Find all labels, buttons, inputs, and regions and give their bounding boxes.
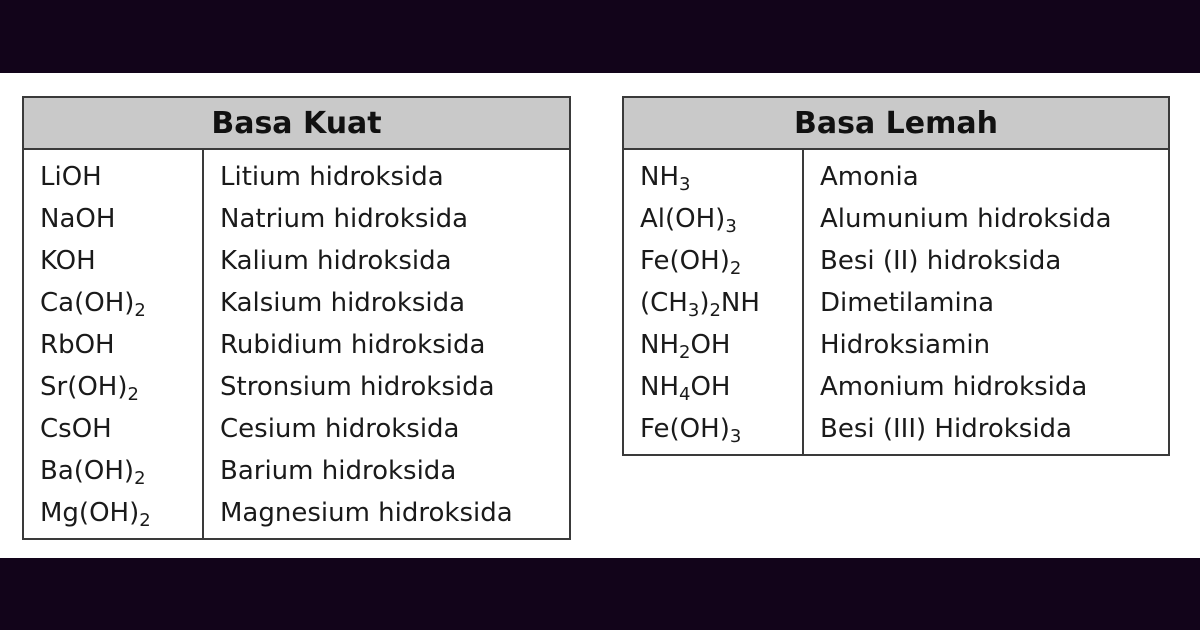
table-row	[24, 240, 569, 282]
formula-text: Fe(OH)	[640, 246, 730, 276]
formula-cell	[24, 204, 202, 234]
table-row	[624, 156, 1168, 198]
formula-text: KOH	[40, 246, 96, 276]
formula-text: OH	[690, 330, 731, 360]
strong-bases-table	[22, 96, 571, 540]
formula-text: NH	[640, 162, 679, 192]
strong-bases-body	[24, 150, 569, 538]
formula-subscript: 3	[679, 174, 691, 195]
formula-text: Ca(OH)	[40, 288, 135, 318]
formula-text: Al(OH)	[640, 204, 726, 234]
name-cell: Magnesium hidroksida	[220, 498, 513, 528]
table-row	[24, 156, 569, 198]
formula-cell	[624, 330, 802, 363]
formula-cell	[624, 246, 802, 279]
name-cell: Natrium hidroksida	[220, 204, 469, 234]
formula-text: NH	[720, 288, 760, 318]
formula-cell	[24, 330, 202, 360]
formula-cell	[24, 288, 202, 321]
table-row	[24, 450, 569, 492]
table-row	[624, 408, 1168, 450]
name-cell: Kalsium hidroksida	[220, 288, 466, 318]
formula-subscript: 3	[729, 426, 742, 447]
table-row	[624, 282, 1168, 324]
formula-cell	[624, 162, 802, 195]
name-cell: Amonium hidroksida	[820, 372, 1088, 402]
formula-text: RbOH	[40, 330, 115, 360]
table-row	[624, 198, 1168, 240]
table-row	[24, 366, 569, 408]
strong-bases-title: Basa Kuat	[24, 98, 569, 150]
formula-subscript: 2	[127, 384, 139, 405]
formula-cell	[624, 372, 802, 405]
name-cell: Barium hidroksida	[220, 456, 457, 486]
weak-bases-body	[624, 150, 1168, 454]
formula-cell	[24, 456, 202, 489]
formula-cell	[24, 414, 202, 444]
formula-cell	[24, 246, 202, 276]
content-panel	[0, 73, 1200, 558]
formula-subscript: 2	[679, 342, 691, 363]
name-cell: Stronsium hidroksida	[220, 372, 495, 402]
formula-subscript: 3	[725, 216, 737, 237]
formula-subscript: 2	[134, 300, 146, 321]
name-cell: Hidroksiamin	[820, 330, 991, 360]
formula-cell	[624, 414, 802, 447]
formula-text: Mg(OH)	[40, 498, 140, 528]
table-row	[24, 408, 569, 450]
name-cell: Alumunium hidroksida	[820, 204, 1112, 234]
table-row	[24, 198, 569, 240]
formula-cell	[24, 372, 202, 405]
formula-text: )	[699, 288, 710, 318]
name-cell: Besi (III) Hidroksida	[820, 414, 1072, 444]
formula-text: CsOH	[40, 414, 112, 444]
name-cell: Litium hidroksida	[220, 162, 444, 192]
name-cell: Besi (II) hidroksida	[820, 246, 1062, 276]
name-cell: Amonia	[820, 162, 919, 192]
formula-subscript: 2	[709, 300, 721, 321]
formula-text: (CH	[640, 288, 688, 318]
name-cell: Dimetilamina	[820, 288, 995, 318]
table-row	[24, 282, 569, 324]
formula-cell	[624, 288, 802, 321]
formula-cell	[624, 204, 802, 237]
formula-subscript: 4	[679, 384, 691, 405]
table-row	[624, 240, 1168, 282]
formula-cell	[24, 162, 202, 192]
table-row	[624, 366, 1168, 408]
formula-cell	[24, 498, 202, 531]
weak-bases-title: Basa Lemah	[624, 98, 1168, 150]
formula-text: LiOH	[40, 162, 102, 192]
formula-subscript: 2	[729, 258, 742, 279]
weak-bases-table	[622, 96, 1170, 456]
name-cell: Rubidium hidroksida	[220, 330, 486, 360]
table-row	[24, 324, 569, 366]
name-cell: Kalium hidroksida	[220, 246, 452, 276]
formula-text: Fe(OH)	[640, 414, 730, 444]
formula-subscript: 3	[687, 300, 700, 321]
formula-text: NaOH	[40, 204, 116, 234]
name-cell: Cesium hidroksida	[220, 414, 460, 444]
formula-text: Sr(OH)	[40, 372, 128, 402]
formula-text: Ba(OH)	[40, 456, 135, 486]
formula-subscript: 2	[139, 510, 151, 531]
formula-text: NH	[640, 372, 679, 402]
formula-text: NH	[640, 330, 679, 360]
formula-text: OH	[690, 372, 731, 402]
formula-subscript: 2	[134, 468, 146, 489]
table-row	[624, 324, 1168, 366]
table-row	[24, 492, 569, 534]
